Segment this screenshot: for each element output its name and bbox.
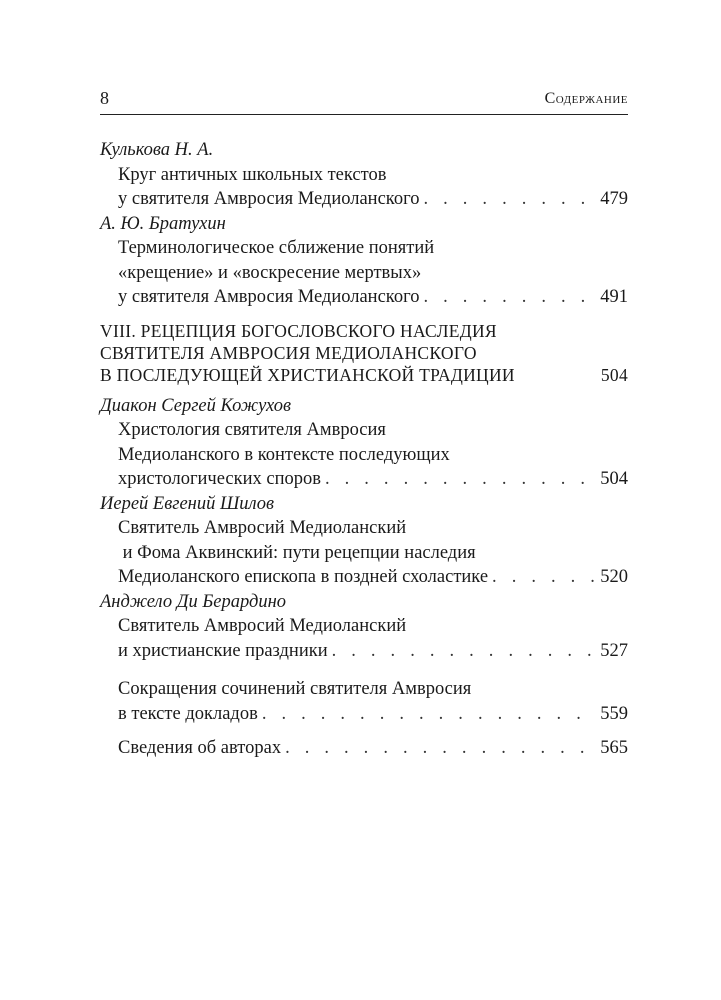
entry-author: Анджело Ди Берардино: [100, 591, 287, 612]
section-heading-last-line: [100, 364, 628, 386]
dot-leader: [492, 565, 596, 590]
toc-entry: [100, 590, 628, 664]
entry-title-last-line: [100, 187, 628, 212]
toc-entry: [100, 212, 628, 310]
entry-author: Иерей Евгений Шилов: [100, 493, 275, 514]
entry-title-line: Терминологическое сближение понятий: [118, 238, 435, 258]
dot-leader: [262, 702, 596, 727]
entry-title-line: и Фома Аквинский: пути рецепции наследия: [118, 542, 476, 563]
entry-title-line: Святитель Амвросий Медиоланский: [118, 616, 407, 636]
dot-leader: [285, 736, 596, 761]
entry-title-last-line: [100, 565, 628, 590]
entry-title-last-line: [100, 736, 628, 761]
toc-entry: [100, 736, 628, 761]
entry-page: 479: [600, 189, 628, 209]
entry-page: 559: [600, 703, 628, 724]
entry-page: 504: [600, 469, 628, 489]
entry-author: Диакон Сергей Кожухов: [100, 395, 292, 416]
section-heading-line: СВЯТИТЕЛЯ АМВРОСИЯ МЕДИОЛАНСКОГО: [100, 342, 477, 363]
entry-author: А. Ю. Братухин: [100, 213, 226, 234]
dot-leader: [332, 639, 597, 664]
entry-title-last-line: [100, 467, 628, 492]
entry-page: 520: [600, 567, 628, 587]
entry-title-line: Христология святителя Амвросия: [118, 420, 386, 440]
dot-leader: [325, 467, 596, 492]
running-header: [100, 86, 628, 115]
running-title: Содержание: [544, 90, 628, 107]
toc-entry: [100, 394, 628, 492]
page-number: 8: [100, 88, 109, 108]
section-heading-line: VIII. РЕЦЕПЦИЯ БОГОСЛОВСКОГО НАСЛЕДИЯ: [100, 320, 497, 341]
section-heading: [100, 320, 628, 386]
entry-page: 565: [600, 738, 628, 758]
entry-title-line: Круг античных школьных текстов: [118, 164, 387, 185]
entry-title-text: в тексте докладов: [118, 703, 258, 724]
toc-entry: [100, 138, 628, 212]
entry-title-line: Святитель Амвросий Медиоланский: [118, 518, 407, 538]
entry-title-text: у святителя Амвросия Медиоланского: [118, 287, 420, 307]
entry-page: 527: [600, 640, 628, 661]
spacer: [100, 386, 628, 394]
entry-title-line: Сокращения сочинений святителя Амвросия: [118, 679, 472, 699]
dot-leader: [423, 285, 596, 310]
entry-title-line: Медиоланского в контексте последующих: [118, 444, 450, 465]
toc-entry: [100, 492, 628, 590]
dot-leader: [423, 187, 596, 212]
spacer: [100, 726, 628, 736]
entry-title-last-line: [100, 639, 628, 664]
section-page: 504: [600, 364, 628, 385]
entry-title-line: «крещение» и «воскресение мертвых»: [118, 262, 422, 283]
entry-title-text: Сведения об авторах: [118, 738, 282, 758]
entry-title-text: у святителя Амвросия Медиоланского: [118, 189, 420, 209]
entry-title-last-line: [100, 702, 628, 727]
entry-page: 491: [600, 287, 628, 307]
table-of-contents: [100, 138, 628, 761]
entry-title-text: Медиоланского епископа в поздней схоластике: [118, 567, 489, 587]
spacer: [100, 663, 628, 677]
entry-title-text: христологических споров: [118, 469, 321, 489]
section-heading-text: В ПОСЛЕДУЮЩЕЙ ХРИСТИАНСКОЙ ТРАДИЦИИ: [100, 364, 515, 385]
entry-title-text: и христианские праздники: [118, 640, 328, 661]
toc-entry: [100, 677, 628, 726]
entry-title-last-line: [100, 285, 628, 310]
entry-author: Кулькова Н. А.: [100, 140, 214, 160]
